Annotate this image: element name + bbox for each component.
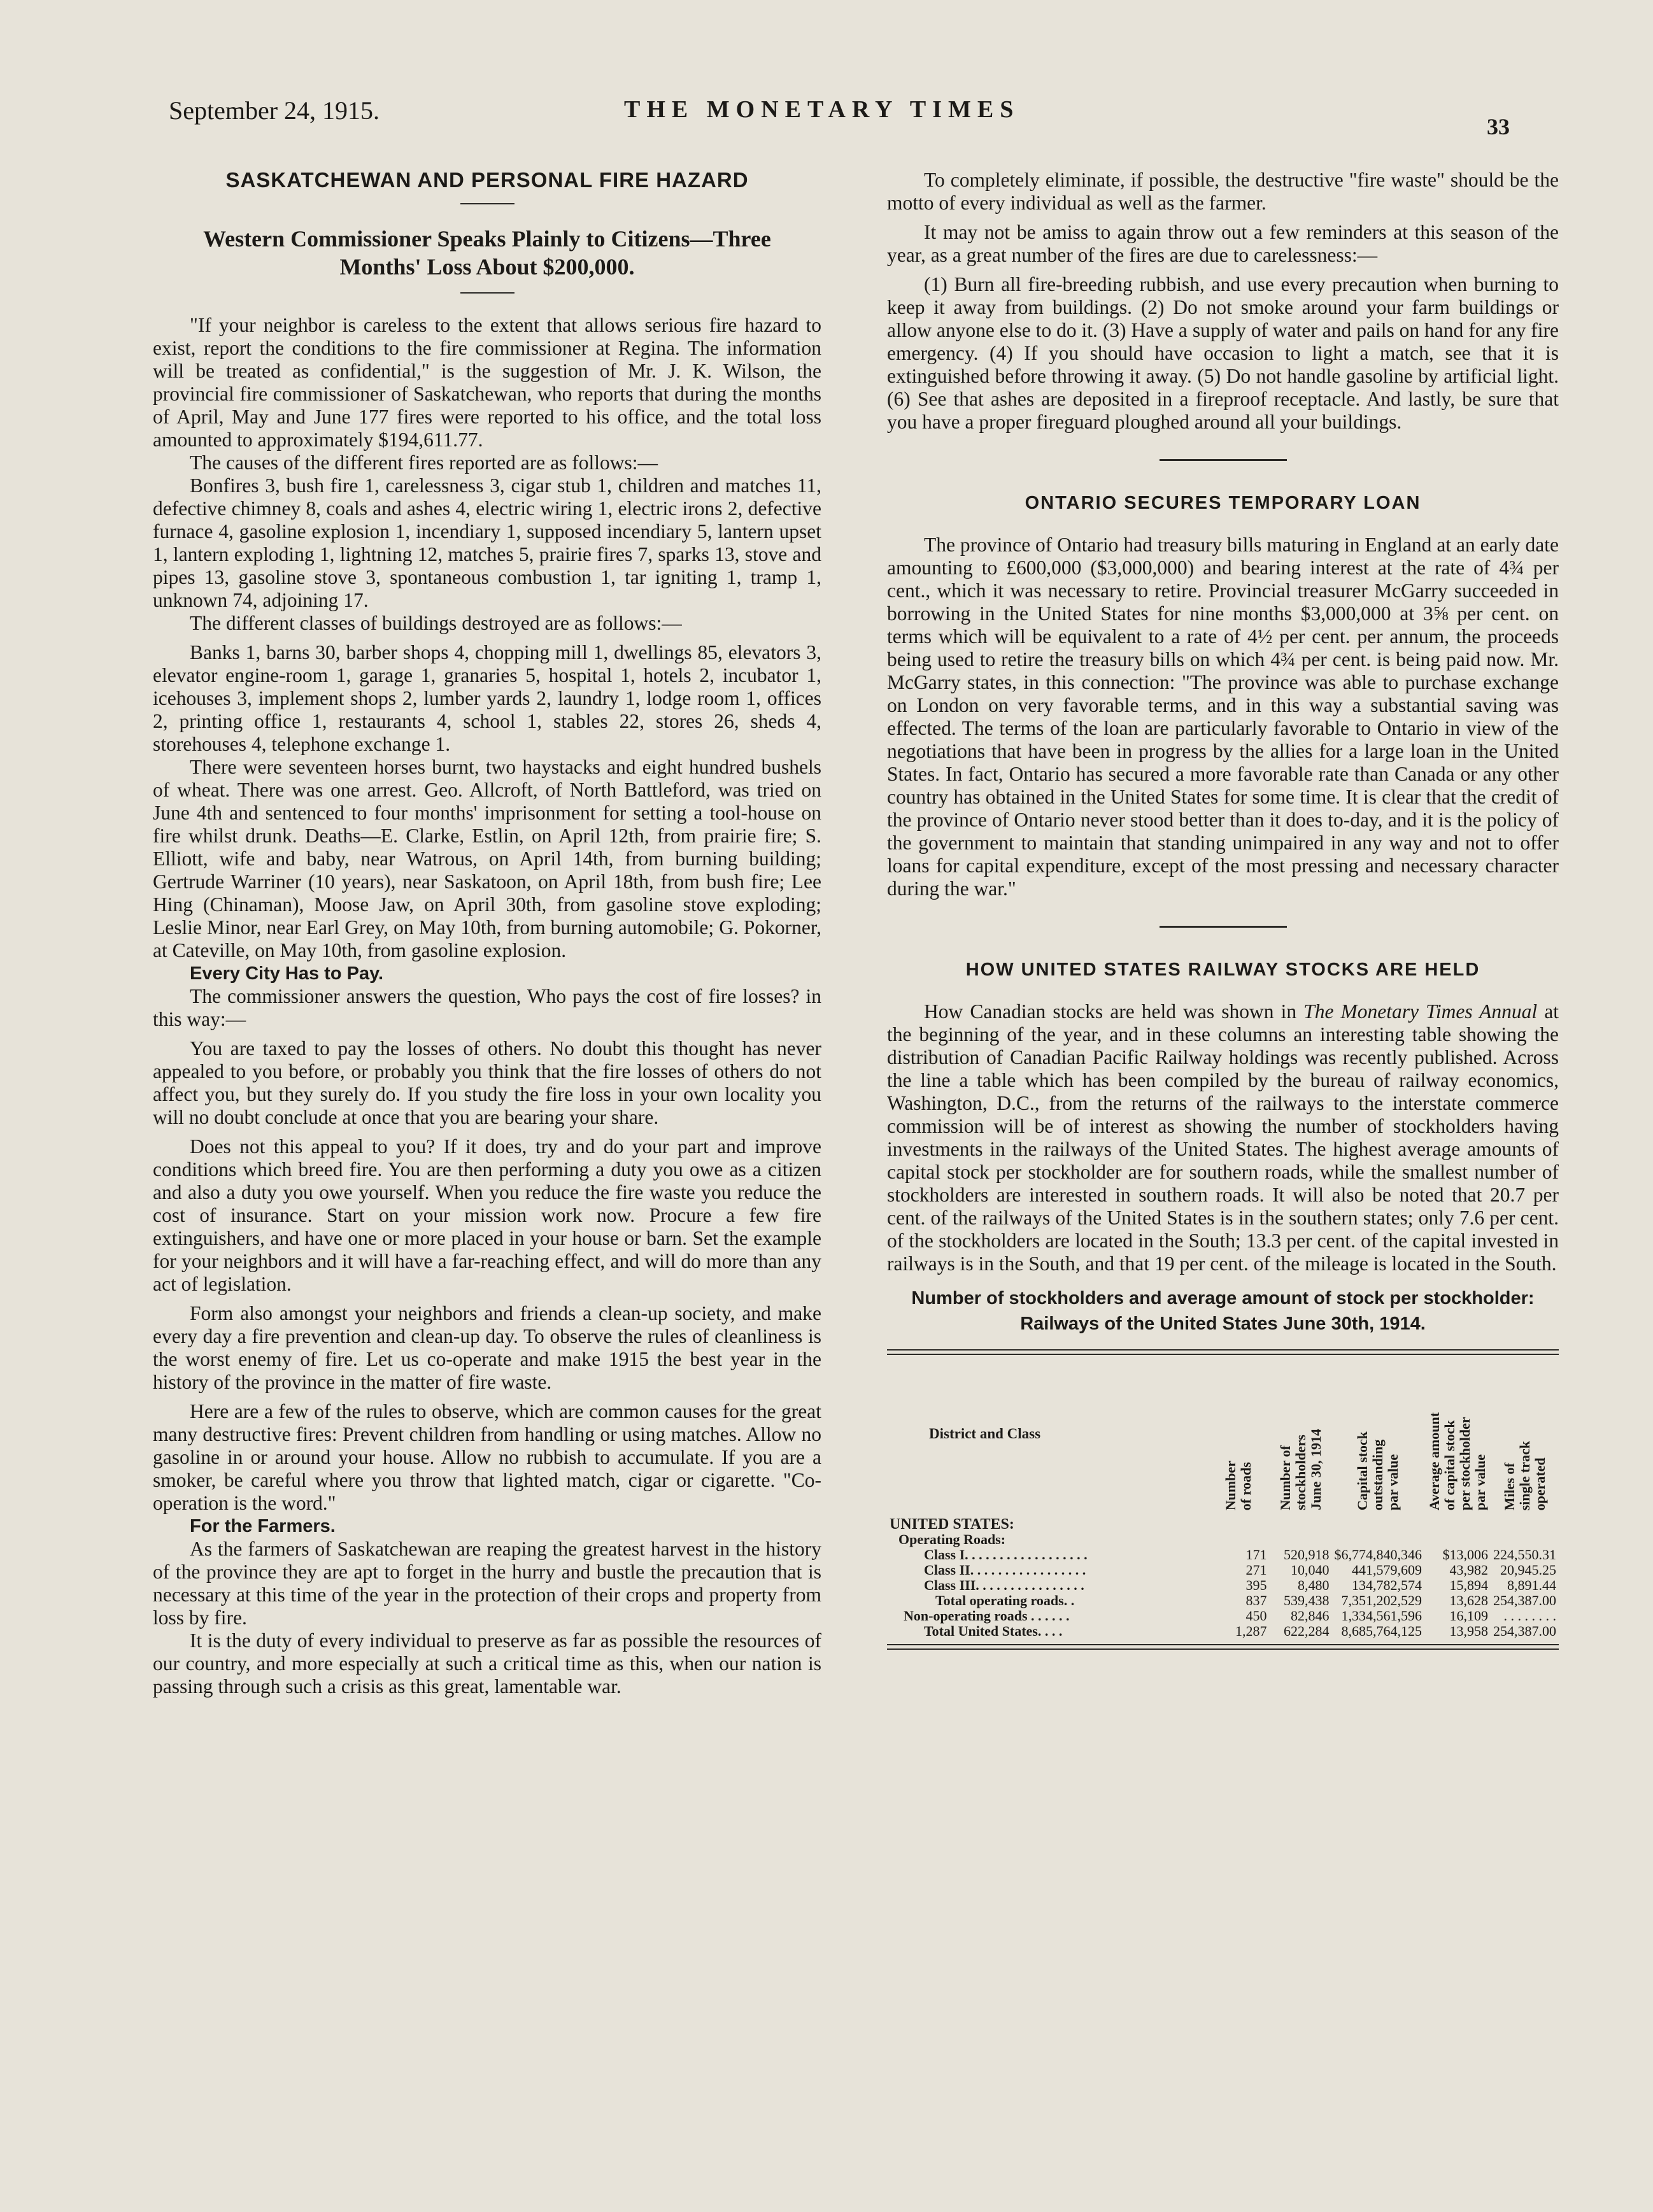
table-row bbox=[887, 1578, 1559, 1593]
cell-stockholders: 8,480 bbox=[1298, 1577, 1330, 1593]
left-column bbox=[153, 169, 821, 1698]
paragraph: How Canadian stocks are held was shown in The Monetary Times Annual at the beginning of the year, and in these columns an interesting table showing the distribution of Canadian Pacific Railway holdings was recently published. Across the line a table which has been compiled by the bureau of railway economics, Washington, D.C., from the returns of the railways to the interstate commerce commission will be of interest as showing the number of stockholders having investments in the railways of the United States. The highest average amounts of capital stock per stockholder are for southern roads, while the smallest number of stockholders are interested in southern roads. It will also be noted that 20.7 per cent. of the railways of the United States is in the southern states; only 7.6 per cent. of the stockholders are located in the South; 13.3 per cent. of the capital invested in railways is in the South, and that 19 per cent. of the mileage is located in the South. bbox=[887, 1000, 1559, 1275]
cell-capital: 441,579,609 bbox=[1352, 1562, 1422, 1578]
cell-capital: $6,774,840,346 bbox=[1334, 1547, 1422, 1563]
column-header-capital: Capital stock outstanding par value bbox=[1354, 1431, 1401, 1510]
paragraph: The causes of the different fires reported are as follows:— bbox=[190, 451, 658, 474]
issue-date: September 24, 1915. bbox=[169, 96, 380, 125]
table-bottom-rule bbox=[887, 1644, 1559, 1650]
paragraph: Banks 1, barns 30, barber shops 4, chopping mill 1, dwellings 85, elevators 3, elevator engine-room 1, garage 1, granaries 5, hospital 1, hotels 2, incubator 1, icehouses 3, implement shops 2, lumber yards 2, laundry 1, lodge room 1, offices 2, printing office 1, restaurants 4, school 1, stables 22, stores 26, sheds 4, storehouses 4, telephone exchange 1. bbox=[153, 641, 821, 755]
publication-title: THE MONETARY TIMES bbox=[624, 96, 1020, 123]
cell-average: 16,109 bbox=[1449, 1608, 1488, 1624]
stockholders-table bbox=[887, 1358, 1559, 1639]
paragraph: You are taxed to pay the losses of others. No doubt this thought has never appealed to you before, or probably you think that the fire losses of others do not affect you, but they surely do. If you study the fire loss in your own locality you will no doubt conclude at once that you are bearing your share. bbox=[153, 1037, 821, 1128]
cell-average: 15,894 bbox=[1449, 1577, 1488, 1593]
paragraph: It may not be amiss to again throw out a few reminders at this season of the year, as a great number of the fires are due to carelessness:— bbox=[887, 221, 1559, 266]
table-subgroup-row bbox=[887, 1532, 1559, 1547]
paragraph: The commissioner answers the question, Who pays the cost of fire losses? in this way:— bbox=[153, 985, 821, 1030]
running-header bbox=[0, 96, 1653, 139]
row-label: Class I. . . . . . . . . . . . . . . . . . bbox=[924, 1547, 1088, 1563]
paragraph: Form also amongst your neighbors and friends a clean-up society, and make every day a fire prevention and clean-up day. To observe the rules of cleanliness is the worst enemy of fire. Let us co-operate and make 1915 the best year in the history of the province in the matter of fire waste. bbox=[153, 1302, 821, 1393]
cell-capital: 8,685,764,125 bbox=[1341, 1623, 1422, 1639]
cell-capital: 1,334,561,596 bbox=[1341, 1608, 1422, 1624]
row-label: Class III. . . . . . . . . . . . . . . . bbox=[924, 1577, 1084, 1593]
cell-miles: 8,891.44 bbox=[1507, 1577, 1556, 1593]
paragraph: It is the duty of every individual to preserve as far as possible the resources of our country, and more especially at such a critical time as this, when our nation is passing through such a crisis as this great, lamentable war. bbox=[153, 1629, 821, 1698]
paragraph: There were seventeen horses burnt, two haystacks and eight hundred bushels of wheat. There was one arrest. Geo. Allcroft, of North Battleford, was tried on June 4th and sentenced to four months' imprisonment for setting a tool-house on fire whilst drunk. Deaths—E. Clarke, Estlin, on April 12th, from prairie fire; S. Elliott, wife and baby, near Watrous, on April 14th, from burning building; Gertrude Warriner (10 years), near Saskatoon, on April 18th, from bush fire; Lee Hing (Chinaman), Moose Jaw, on April 30th, from gasoline stove exploding; Leslie Minor, near Earl Grey, on May 10th, from burning automobile; G. Pokorner, at Cateville, on May 10th, from gasoline explosion. bbox=[153, 756, 821, 961]
article-subtitle: Western Commissioner Speaks Plainly to Citizens—Three Months' Loss About $200,000. bbox=[203, 226, 771, 280]
row-label: Total United States. . . . bbox=[924, 1623, 1063, 1639]
table-group-row bbox=[887, 1517, 1559, 1532]
paragraph: Bonfires 3, bush fire 1, carelessness 3, cigar stub 1, children and matches 11, defective chimney 8, coals and ashes 4, electric wiring 1, electric irons 2, defective furnace 4, gasoline explosion 1, incendiary 1, supposed incendiary 5, lantern upset 1, lantern exploding 1, lightning 12, matches 5, prairie fires 7, sparks 13, stove and pipes 13, gasoline stove 3, spontaneous combustion 1, tar igniting 1, tramp 1, unknown 74, adjoining 17. bbox=[153, 474, 821, 611]
column-header-stockholders: Number of stockholders June 30, 1914 bbox=[1277, 1429, 1324, 1510]
paragraph: As the farmers of Saskatchewan are reaping the greatest harvest in the history of the province they are apt to forget in the hurry and bustle the precaution that is necessary at this time of the year in the protection of their crops and property from loss by fire. bbox=[153, 1538, 821, 1629]
cell-average: $13,006 bbox=[1442, 1547, 1488, 1563]
row-label: Non-operating roads . . . . . . bbox=[904, 1608, 1070, 1624]
row-label: Class II. . . . . . . . . . . . . . . . . bbox=[924, 1562, 1086, 1578]
subgroup-label: Operating Roads: bbox=[898, 1531, 1006, 1547]
cell-stockholders: 539,438 bbox=[1284, 1592, 1330, 1608]
row-label: Total operating roads. . bbox=[935, 1592, 1075, 1608]
cell-average: 43,982 bbox=[1449, 1562, 1488, 1578]
table-top-rule bbox=[887, 1349, 1559, 1355]
cell-miles: 254,387.00 bbox=[1493, 1623, 1556, 1639]
cell-roads: 395 bbox=[1245, 1577, 1267, 1593]
cell-capital: 7,351,202,529 bbox=[1341, 1592, 1422, 1608]
cell-average: 13,628 bbox=[1449, 1592, 1488, 1608]
article-title-ontario-loan: ONTARIO SECURES TEMPORARY LOAN bbox=[1025, 493, 1421, 513]
column-header-miles: Miles of single track operated bbox=[1501, 1440, 1548, 1510]
paragraph: The province of Ontario had treasury bills maturing in England at an early date amounting to £600,000 ($3,000,000) and bearing interest at the rate of 4¾ per cent., which it was necessary to retire. Provincial treasurer McGarry succeeded in borrowing in the United States for nine months $3,000,000 at 3⅝ per cent. on terms which will be equivalent to a rate of 4½ per cent. per annum, the proceeds being used to retire the treasury bills on which 4¾ per cent. is being paid now. Mr. McGarry states, in this connection: "The province was able to purchase exchange on London on very favorable terms, and in this way a substantial saving was effected. The terms of the loan are particularly favorable to Ontario in view of the negotiations that have been in progress by the allies for a large loan in the United States. In fact, Ontario has secured a more favorable rate than Canada or any other country has obtained in the United States for some time. It is clear that the credit of the province of Ontario never stood better than it does to-day, and it is the policy of the government to maintain that standing unimpaired in any way and not to offer loans for capital expenditure, except of the most pressing and necessary character during the war." bbox=[887, 534, 1559, 900]
cell-roads: 1,287 bbox=[1235, 1623, 1267, 1639]
table-row-total-us bbox=[887, 1624, 1559, 1639]
cell-roads: 171 bbox=[1245, 1547, 1267, 1563]
publication-name: The Monetary Times Annual bbox=[1303, 1000, 1538, 1023]
paragraph: Here are a few of the rules to observe, which are common causes for the great many destructive fires: Prevent children from handling or using matches. Allow no gasoline in or around your house. Allow no rubbish to accumulate. If you are a smoker, be careful where you throw that lighted match, cigar or cigarette. "Co-operation is the word." bbox=[153, 1400, 821, 1514]
paragraph: To completely eliminate, if possible, the destructive "fire waste" should be the motto of every individual as well as the farmer. bbox=[887, 169, 1559, 214]
column-header-average: Average amount of capital stock per stockholder par value bbox=[1426, 1412, 1488, 1510]
cell-stockholders: 10,040 bbox=[1291, 1562, 1330, 1578]
group-label: UNITED STATES: bbox=[890, 1516, 1014, 1533]
cell-stockholders: 520,918 bbox=[1284, 1547, 1330, 1563]
cell-miles: . . . . . . . . bbox=[1503, 1608, 1556, 1624]
table-row-non-operating bbox=[887, 1608, 1559, 1624]
cell-roads: 271 bbox=[1245, 1562, 1267, 1578]
page-number: 33 bbox=[1487, 114, 1510, 139]
article-title-fire-hazard: SASKATCHEWAN AND PERSONAL FIRE HAZARD bbox=[225, 168, 749, 192]
cell-stockholders: 82,846 bbox=[1291, 1608, 1330, 1624]
subheading-for-the-farmers: For the Farmers. bbox=[190, 1516, 336, 1536]
section-divider bbox=[1160, 926, 1287, 928]
right-column bbox=[887, 169, 1559, 1650]
cell-miles: 254,387.00 bbox=[1493, 1592, 1556, 1608]
table-row bbox=[887, 1547, 1559, 1563]
paragraph: Does not this appeal to you? If it does, try and do your part and improve conditions which breed fire. You are then performing a duty you owe as a citizen and also a duty you owe yourself. When you reduce the fire waste you reduce the cost of insurance. Start on your mission work now. Procure a few fire extinguishers, and have one or more placed in your house or barn. Set the example for your neighbors and it will have a far-reaching effect, and will do more than any act of legislation. bbox=[153, 1135, 821, 1295]
paragraph: The different classes of buildings destroyed are as follows:— bbox=[190, 612, 682, 634]
table-row bbox=[887, 1563, 1559, 1578]
table-caption: Number of stockholders and average amount of stock per stockholder: Railways of the United States June 30th, 1914. bbox=[911, 1288, 1535, 1334]
article-title-railway-stocks: HOW UNITED STATES RAILWAY STOCKS ARE HELD bbox=[965, 960, 1480, 980]
column-header-roads: Number of roads bbox=[1222, 1460, 1254, 1510]
cell-roads: 450 bbox=[1245, 1608, 1267, 1624]
cell-roads: 837 bbox=[1245, 1592, 1267, 1608]
subheading-every-city: Every City Has to Pay. bbox=[190, 963, 384, 984]
cell-capital: 134,782,574 bbox=[1352, 1577, 1422, 1593]
cell-average: 13,958 bbox=[1449, 1623, 1488, 1639]
title-divider bbox=[460, 203, 514, 204]
cell-miles: 20,945.25 bbox=[1500, 1562, 1556, 1578]
paragraph: (1) Burn all fire-breeding rubbish, and use every precaution when burning to keep it away from buildings. (2) Do not smoke around your farm buildings or allow anyone else to do it. (3) Have a supply of water and pails on hand for any fire emergency. (4) If you should have occasion to light a match, see that it is extinguished before throwing it away. (5) Do not handle gasoline by artificial light. (6) See that ashes are deposited in a fireproof receptacle. And lastly, be sure that you have a proper fireguard ploughed around all your buildings. bbox=[887, 273, 1559, 433]
column-header-district: District and Class bbox=[929, 1426, 1041, 1442]
subtitle-divider bbox=[460, 292, 514, 294]
cell-miles: 224,550.31 bbox=[1493, 1547, 1556, 1563]
section-divider bbox=[1160, 459, 1287, 461]
cell-stockholders: 622,284 bbox=[1284, 1623, 1330, 1639]
table-row-total-operating bbox=[887, 1593, 1559, 1608]
paragraph: "If your neighbor is careless to the extent that allows serious fire hazard to exist, report the conditions to the fire commissioner at Regina. The information will be treated as confidential," is the suggestion of Mr. J. K. Wilson, the provincial fire commissioner of Saskatchewan, who reports that during the months of April, May and June 177 fires were reported to his office, and the total loss amounted to approximately $194,611.77. bbox=[153, 314, 821, 451]
